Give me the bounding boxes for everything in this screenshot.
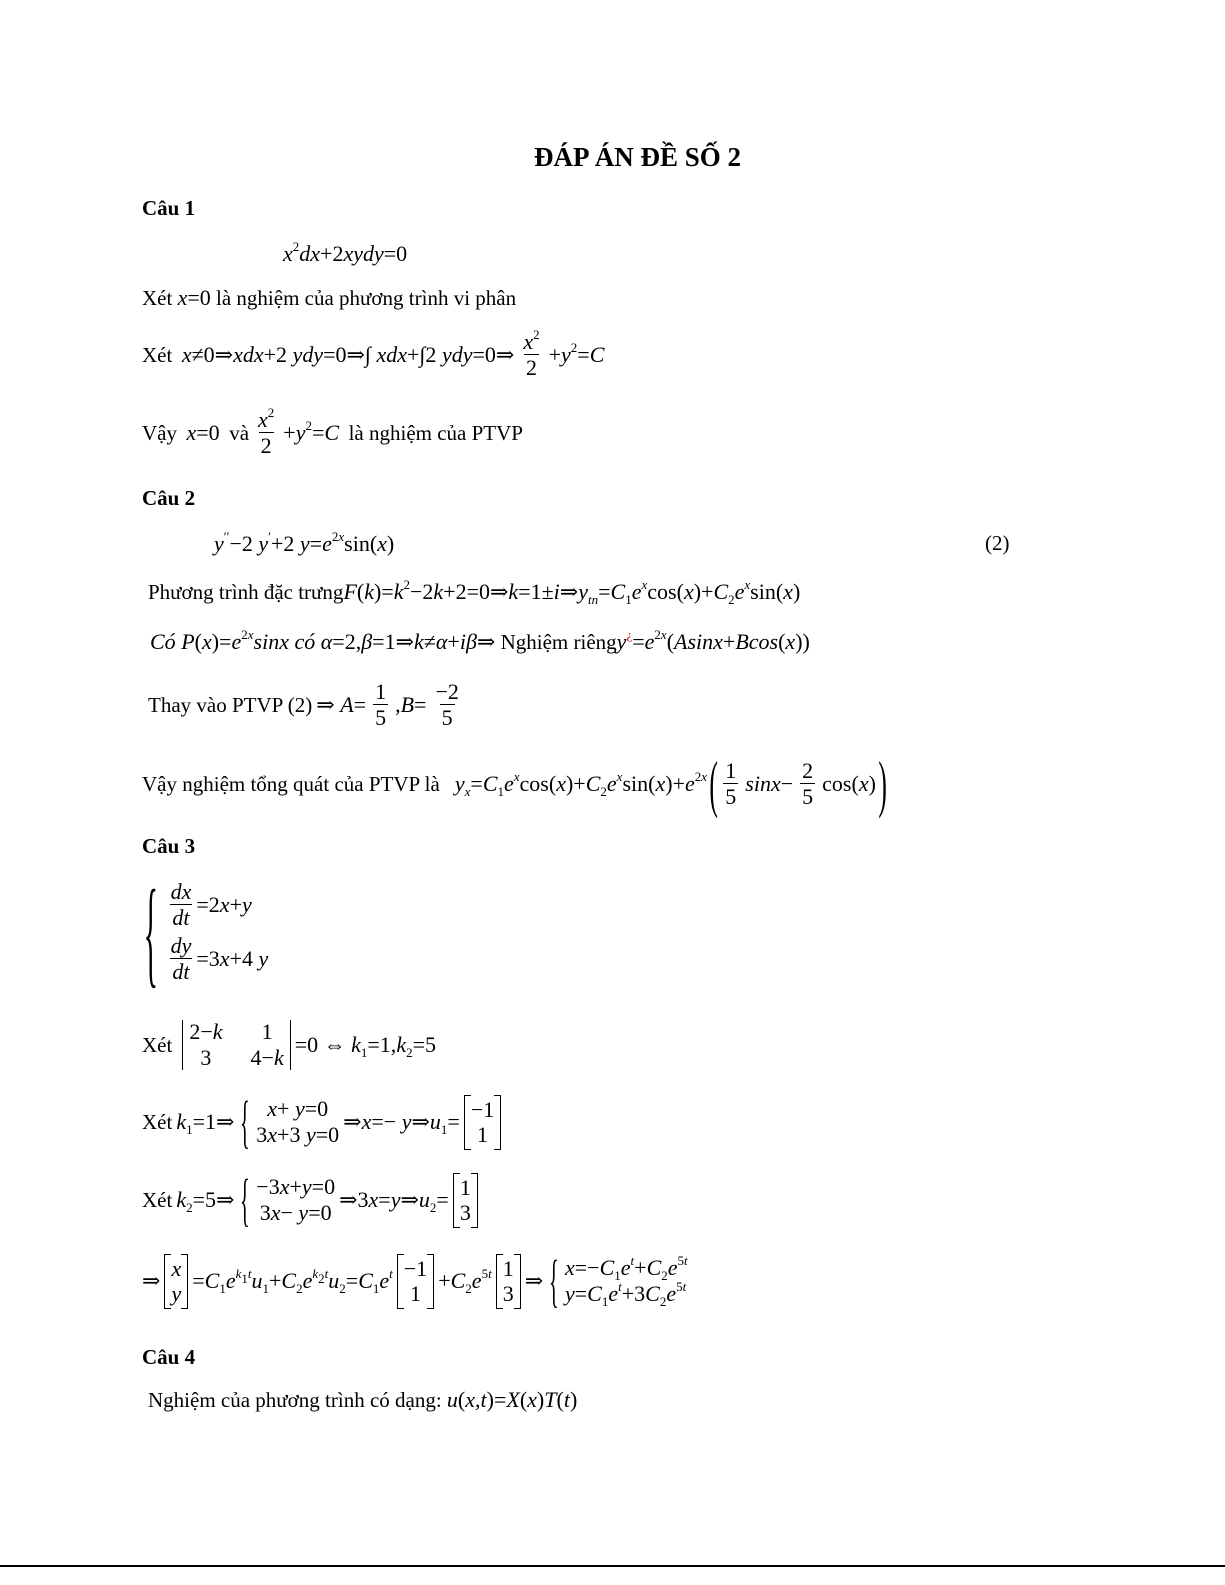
q2-substitute: Thay vào PTVP (2) ⇒ A= $\frac{1}{5}$ ,B= $\frac{-2}{5}$	[148, 679, 459, 731]
q1-line1: Xét x=0 là nghiệm của phương trình vi phân	[142, 285, 517, 310]
q1-line2: Xét x≠0⇒xdx+2 ydy=0⇒∫ xdx+∫2 ydy=0⇒ $\frac{x^2}{2}$ $+y^2=C$	[142, 327, 605, 381]
q1-heading: Câu 1	[142, 196, 196, 220]
q2-char-eq-label: Phương trình đặc trưng	[148, 580, 344, 604]
q1-xet2: Xét	[142, 342, 173, 367]
q3-xet2: Xét	[142, 1109, 173, 1134]
q2-equation: y′′−2 y′+2 $y=e^{2x}\sin(x)$	[214, 529, 395, 556]
q2-particular: Có $P(x)=e^{2x}\sin x$ có α=2,β=1⇒k≠α+iβ⇒ Nghiệm $riêngy^¿=e^{2x}(Asinx+Bcos(x))$	[150, 627, 810, 654]
q3-heading: Câu 3	[142, 834, 196, 858]
q4-form: Nghiệm của phương trình có dạng: u(x,t)=X(x)T(t)	[148, 1387, 578, 1412]
q3-system: { $\frac{dx}{dt}$ =2 x + y $\frac{dy}{dt}$ =3 x +4 y	[143, 865, 269, 998]
page-title: ĐÁP ÁN ĐỀ SỐ 2	[533, 142, 742, 172]
q1-line1-text: là nghiệm của phương trình vi phân	[216, 286, 517, 310]
q3-xet3: Xét	[142, 1187, 173, 1212]
q2-substitute-label: Thay vào PTVP (2)	[148, 692, 313, 717]
q3-solution: ⇒ x y $=C_1e^{k_1t}u_1+C_2e^{k_2t}u_2=C_1e^t$ −1 1 $+C_2e^{5t}$ 1 3 ⇒ { $x=-C_1e^t+C_2e^{5t}$ $y=C_1e^t+3C_2e^{5t}$	[142, 1248, 688, 1314]
q4-form-label: Nghiệm của phương trình có dạng:	[148, 1388, 442, 1412]
q4-heading: Câu 4	[142, 1345, 196, 1369]
q3-determinant: Xét 2−k 1 3 4−k =0 ⇔ $k_1=1,k_2=5$	[142, 1019, 436, 1071]
q3-xet1: Xét	[142, 1032, 173, 1057]
q1-xet1: Xét	[142, 286, 173, 310]
q1-vay: Vậy	[142, 420, 177, 445]
q1-line3: Vậy x=0 và $\frac{x^2}{2}$ $+y^2=C$ là nghiệm của PTVP	[142, 405, 523, 459]
q3-k1: Xét $k_1=1\Rightarrow$ { x+ y=0 3x+3 y=0 ⇒x=− $y\Rightarrow u_1=$ −1 1	[142, 1095, 501, 1150]
q2-general-label: Vậy nghiệm tổng quát của PTVP là	[142, 771, 440, 796]
q1-equation: $x^2dx+2xydy=0$	[283, 239, 408, 266]
q2-eq-label: (2)	[985, 531, 1010, 555]
q2-heading: Câu 2	[142, 486, 196, 510]
q1-va: và	[229, 420, 250, 445]
q2-particular-label: Nghiệm riêng	[500, 630, 617, 654]
page-bottom-border	[0, 1565, 1225, 1567]
q2-general: Vậy nghiệm tổng quát của PTVP là $y_x=C_1e^x\cos(x)+C_2e^x\sin(x)+e^{2x}$ ( $\frac{1}{5}$ sinx− $\frac{2}{5}$ cos(x) )	[142, 748, 887, 819]
q2-co: Có	[150, 629, 176, 654]
q3-k2: Xét $k_2=5\Rightarrow$ { −3x+y=0 3x− y=0 $\Rightarrow 3x=y\Rightarrow u_2=$ 1 3	[142, 1173, 478, 1228]
q1-line3-text: là nghiệm của PTVP	[348, 420, 523, 445]
q2-char-eq: Phương trình đặc $trưngF(k)=k^2-2k+2=0\Rightarrow k=1\pm i\Rightarrow y_{tn}=C_1e^x\cos(x)+C_2e^x\sin(x)$	[148, 577, 801, 607]
